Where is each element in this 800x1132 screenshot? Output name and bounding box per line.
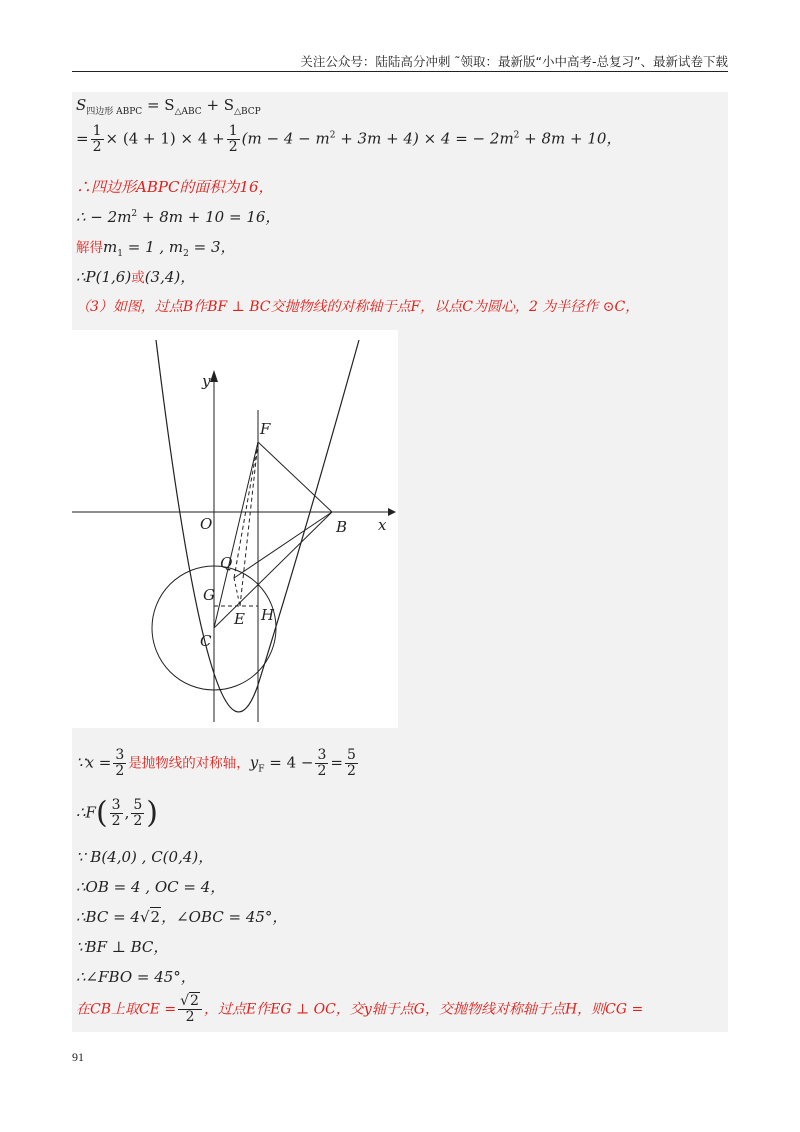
frac-den: 2 [317, 763, 327, 779]
yf-equals: = [330, 753, 343, 772]
fraction-one-half-b [227, 124, 240, 155]
frac-num: 1 [228, 123, 238, 139]
fraction-root2-over-2 [178, 994, 202, 1025]
frac-den: 2 [133, 813, 143, 829]
point-f-line [76, 795, 159, 831]
yf-symbol: y [249, 753, 259, 772]
sqrt-two-a: √2 [139, 908, 161, 926]
header-divider [72, 71, 728, 72]
point-p-second: (3,4)， [144, 268, 196, 286]
frac-den: 2 [228, 139, 238, 155]
frac-num: 5 [133, 797, 143, 813]
label-b: B [336, 518, 348, 536]
label-x: x [378, 516, 387, 534]
angle-fbo-text: ∴∠FBO = 45°， [76, 968, 196, 986]
lengths-text: ∴OB = 4 , OC = 4， [76, 878, 226, 896]
sqrt-radicand: 2 [150, 908, 161, 926]
expr-part-2a: (m − 4 − m [241, 129, 330, 148]
expr-sup-1: 2 [329, 130, 336, 141]
label-y: y [202, 372, 211, 390]
sqrt-radicand: 2 [190, 993, 199, 1009]
expr-tail: + 8m + 10， [519, 129, 622, 148]
label-h: H [261, 606, 275, 624]
equation-sup: 2 [131, 209, 138, 219]
label-c: C [200, 632, 212, 650]
frac-num: 1 [92, 123, 102, 139]
fraction-three-halves-a [113, 748, 126, 779]
area-plus: + S [201, 96, 235, 114]
area-subscript-abc: △ABC [174, 107, 202, 117]
solve-label: 解得 [76, 240, 103, 256]
label-origin: O [200, 515, 213, 533]
frac-den: 2 [115, 763, 125, 779]
solution-content [72, 92, 728, 1032]
segment-qb [234, 512, 332, 578]
y-axis-arrow [210, 370, 218, 382]
label-q: Q [220, 554, 233, 572]
point-f-label: ∴F [76, 803, 96, 822]
equation-line [76, 206, 280, 227]
roots-part-c: = 3， [188, 238, 236, 256]
yf-expr: = 4 − [264, 753, 314, 772]
angle-fbo-line [76, 966, 196, 987]
point-f-comma: , [124, 803, 130, 822]
yf-sub: F [258, 764, 265, 775]
frac-num: 3 [115, 747, 125, 763]
page-number: 91 [72, 1050, 84, 1064]
fraction-five-halves [345, 748, 358, 779]
symmetry-axis-line [76, 748, 360, 779]
fraction-three-halves-b [315, 748, 328, 779]
x-axis-arrow [388, 508, 396, 516]
roots-part-a: m [103, 238, 118, 256]
area-eq: = S [142, 96, 175, 114]
expr-part-2b: + 3m + 4) × 4 = − 2m [335, 129, 514, 148]
perpendicular-line [76, 936, 168, 957]
fraction-f-x [110, 798, 123, 829]
bc-length-line [76, 906, 287, 927]
frac-den: 2 [92, 139, 102, 155]
area-expression-line [76, 124, 621, 155]
paren-close: ) [146, 795, 159, 831]
paren-open: ( [95, 795, 108, 831]
label-e: E [234, 610, 245, 628]
symmetry-text: 是抛物线的对称轴， [128, 755, 250, 772]
symmetry-x-eq: ∵x = [76, 753, 112, 772]
construction-part-a: 在CB上取CE = [76, 1001, 177, 1018]
area-symbol: S [76, 96, 87, 114]
frac-num: 5 [346, 747, 356, 763]
frac-den: 2 [185, 1009, 195, 1025]
segment-cf [214, 442, 258, 628]
frac-den: 2 [111, 813, 121, 829]
roots-part-b: = 1 , m [122, 238, 184, 256]
parabola-circle-diagram [72, 330, 398, 728]
expr-sup-2: 2 [513, 130, 520, 141]
frac-num: 3 [317, 747, 327, 763]
bc-length-part-a: ∴BC = 4 [76, 908, 140, 926]
fraction-one-half-a [91, 124, 104, 155]
area-decomposition-line [76, 96, 261, 117]
perpendicular-text: ∵BF ⊥ BC， [76, 938, 169, 956]
area-statement-line [76, 176, 274, 197]
expr-part-1: × (4 + 1) × 4 + [105, 129, 225, 148]
solution-roots-line [76, 236, 236, 259]
points-bc-line [76, 846, 213, 867]
area-subscript-quad: 四边形 ABPC [86, 107, 143, 117]
frac-num: 3 [111, 797, 121, 813]
segment-fb [258, 442, 332, 512]
frac-den: 2 [346, 763, 356, 779]
fraction-f-y [131, 798, 144, 829]
bc-length-part-b: ，∠OBC = 45°， [161, 908, 288, 926]
label-g: G [203, 586, 215, 604]
lengths-line [76, 876, 225, 897]
construction-part-b: ，过点E作EG ⊥ OC，交y轴于点G，交抛物线对称轴于点H，则CG = [203, 1001, 644, 1018]
page-header: 关注公众号：陆陆高分冲刺 ˜领取：最新版“小中高考-总复习”、最新试卷下载 [300, 54, 728, 69]
construction-line [76, 994, 643, 1025]
point-p-line [76, 266, 195, 287]
part3-intro-line [76, 296, 639, 316]
point-p-first: ∴P(1,6) [76, 268, 132, 286]
area-subscript-bcp: △BCP [234, 107, 261, 117]
roots-sub-2: 2 [183, 249, 189, 259]
sqrt-two-b: √2 [180, 993, 199, 1009]
label-f: F [260, 420, 271, 438]
equation-part-b: + 8m + 10 = 16， [137, 208, 281, 226]
expr-equals: = [76, 129, 89, 148]
segment-qf-dashed [234, 442, 258, 578]
equation-part-a: ∴ − 2m [76, 208, 132, 226]
segment-qe-dashed [234, 578, 240, 606]
frac-num [178, 994, 202, 1010]
area-statement-text: ∴四边形ABPC的面积为16， [76, 178, 274, 196]
roots-sub-1: 1 [117, 249, 123, 259]
part3-intro-text: （3）如图，过点B作BF ⊥ BC交抛物线的对称轴于点F，以点C为圆心，2 为半径作 ⊙C， [76, 299, 640, 315]
geometry-figure [72, 330, 398, 728]
points-bc-text: ∵ B(4,0) , C(0,4)， [76, 848, 214, 866]
or-word: 或 [131, 270, 145, 286]
